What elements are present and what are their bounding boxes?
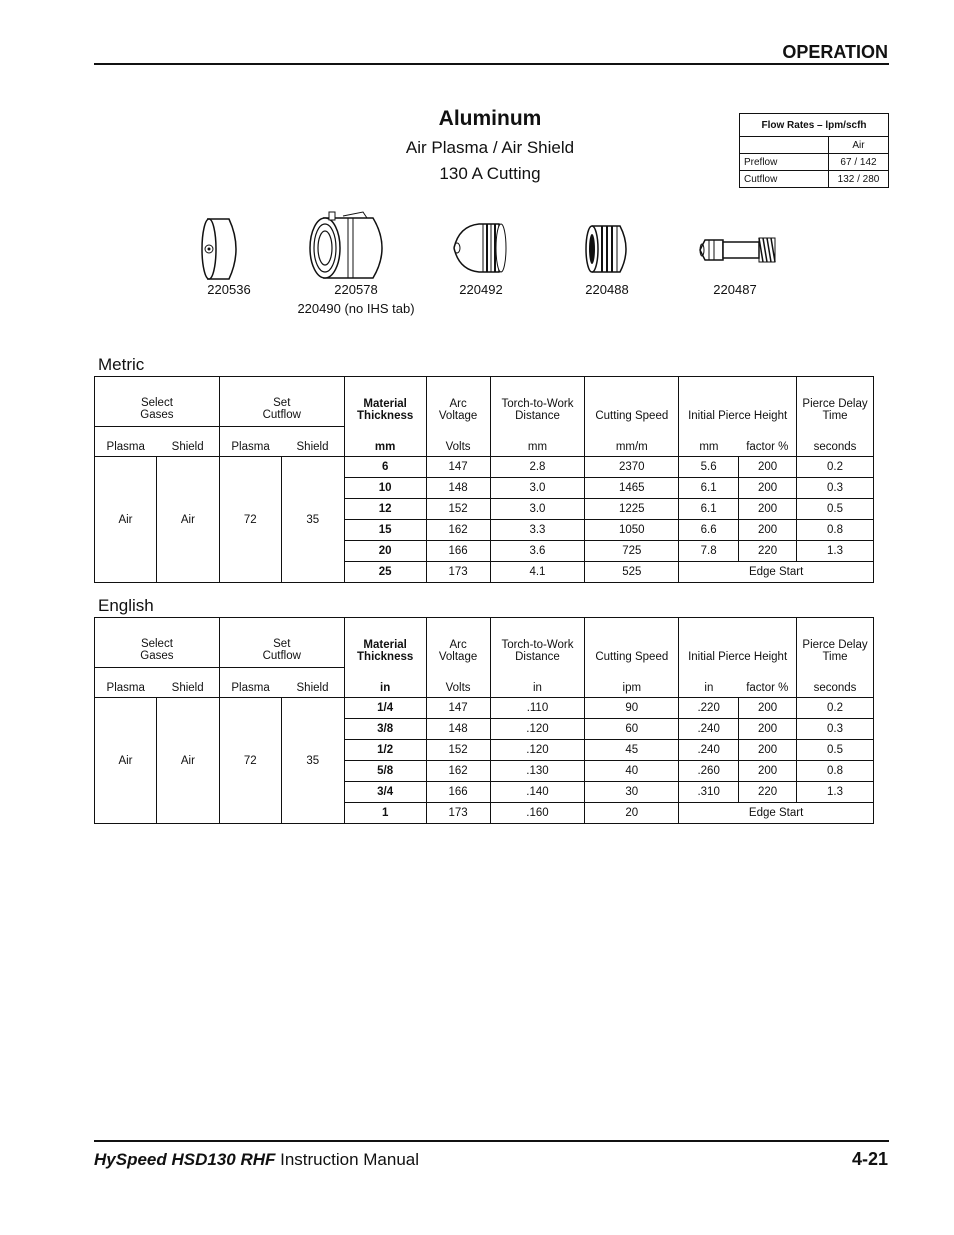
speed-unit: ipm: [585, 668, 679, 698]
part-number: 220487: [713, 282, 757, 297]
cutting-speed-header: Cutting Speed: [585, 377, 679, 427]
flow-col-air: Air: [829, 137, 889, 154]
cell-distance: 3.6: [490, 541, 585, 562]
shield-cap-image: [199, 214, 245, 284]
shield-subheader: Shield: [281, 668, 344, 698]
cell-thickness: 1: [344, 803, 426, 824]
set-cutflow-header: Set Cutflow: [219, 618, 344, 668]
set-cutflow-header: Set Cutflow: [219, 377, 344, 427]
part-number: 220488: [585, 282, 629, 297]
material-thickness-header: Material Thickness: [344, 377, 426, 427]
arc-voltage-header: Arc Voltage: [426, 377, 490, 427]
cell-delay: 0.8: [797, 761, 874, 782]
cell-thickness: 10: [344, 478, 426, 499]
footer-brand: HySpeed HSD130 RHF: [94, 1150, 276, 1169]
torch-to-work-header: Torch-to-Work Distance: [490, 377, 585, 427]
cell-speed: 2370: [585, 457, 679, 478]
cell-factor: 200: [739, 698, 797, 719]
distance-unit: in: [490, 668, 585, 698]
shield-subheader: Shield: [156, 427, 219, 457]
pierce-delay-header: Pierce Delay Time: [797, 618, 874, 668]
material-thickness-header: Material Thickness: [344, 618, 426, 668]
material-title: Aluminum: [438, 107, 542, 130]
flow-row-value: 67 / 142: [829, 154, 889, 171]
metric-label: Metric: [98, 355, 145, 374]
cell-speed: 30: [585, 782, 679, 803]
cell-voltage: 152: [426, 740, 490, 761]
footer-rule: [94, 1140, 889, 1142]
cell-factor: 200: [739, 761, 797, 782]
cell-delay: 0.5: [797, 499, 874, 520]
cell-factor: 200: [739, 499, 797, 520]
cell-voltage: 166: [426, 541, 490, 562]
part-note: 220490 (no IHS tab): [297, 301, 415, 316]
cell-factor: 200: [739, 478, 797, 499]
cell-pierce-height: .240: [679, 719, 739, 740]
nozzle-image: [449, 218, 509, 278]
footer-manual-title: [94, 1150, 419, 1170]
flow-rates-title: Flow Rates – lpm/scfh: [740, 114, 889, 137]
cell-delay: 1.3: [797, 782, 874, 803]
part-number: 220578: [334, 282, 378, 297]
cell-pierce-height: 6.1: [679, 478, 739, 499]
section-title: OPERATION: [782, 42, 888, 62]
cell-pierce-height: 6.1: [679, 499, 739, 520]
cell-speed: 725: [585, 541, 679, 562]
cell-delay: 0.5: [797, 740, 874, 761]
edge-start-cell: Edge Start: [679, 562, 874, 583]
english-label: English: [98, 596, 154, 615]
gas-shield: Air: [156, 698, 219, 824]
cell-pierce-height: .310: [679, 782, 739, 803]
cell-thickness: 15: [344, 520, 426, 541]
edge-start-cell: Edge Start: [679, 803, 874, 824]
cell-thickness: 3/8: [344, 719, 426, 740]
cell-speed: 1050: [585, 520, 679, 541]
header-rule: [94, 63, 889, 65]
retaining-cap-image: [303, 210, 393, 282]
cell-distance: .140: [490, 782, 585, 803]
cell-pierce-height: .220: [679, 698, 739, 719]
gas-shield: Air: [156, 457, 219, 583]
cell-thickness: 6: [344, 457, 426, 478]
cell-distance: .120: [490, 719, 585, 740]
cutflow-plasma: 72: [219, 698, 281, 824]
shield-subheader: Shield: [156, 668, 219, 698]
cell-distance: .130: [490, 761, 585, 782]
cell-pierce-height: 6.6: [679, 520, 739, 541]
shield-subheader: Shield: [281, 427, 344, 457]
flow-row-label: Cutflow: [740, 171, 829, 188]
volts-unit: Volts: [426, 427, 490, 457]
thickness-unit: in: [344, 668, 426, 698]
plasma-subheader: Plasma: [95, 668, 157, 698]
cell-thickness: 3/4: [344, 782, 426, 803]
volts-unit: Volts: [426, 668, 490, 698]
cell-voltage: 147: [426, 698, 490, 719]
cell-pierce-height: .240: [679, 740, 739, 761]
part-number: 220536: [207, 282, 251, 297]
cell-thickness: 25: [344, 562, 426, 583]
height-unit: mm: [679, 427, 739, 457]
plasma-subheader: Plasma: [219, 427, 281, 457]
cell-pierce-height: 7.8: [679, 541, 739, 562]
cell-speed: 45: [585, 740, 679, 761]
flow-row-value: 132 / 280: [829, 171, 889, 188]
cell-voltage: 166: [426, 782, 490, 803]
distance-unit: mm: [490, 427, 585, 457]
cell-pierce-height: 5.6: [679, 457, 739, 478]
cell-voltage: 173: [426, 562, 490, 583]
cell-distance: 2.8: [490, 457, 585, 478]
cell-thickness: 5/8: [344, 761, 426, 782]
cell-distance: 3.0: [490, 499, 585, 520]
cell-distance: .120: [490, 740, 585, 761]
cell-voltage: 148: [426, 719, 490, 740]
cell-factor: 220: [739, 541, 797, 562]
swirl-ring-image: [582, 222, 632, 276]
process-subtitle: Air Plasma / Air Shield: [405, 138, 575, 157]
cell-factor: 220: [739, 782, 797, 803]
select-gases-header: Select Gases: [95, 618, 220, 668]
flow-rates-table: [739, 113, 889, 188]
speed-unit: mm/m: [585, 427, 679, 457]
flow-row-label: Preflow: [740, 154, 829, 171]
cell-speed: 90: [585, 698, 679, 719]
cell-factor: 200: [739, 520, 797, 541]
cell-delay: 0.3: [797, 719, 874, 740]
consumable-parts: [0, 210, 954, 320]
cutflow-plasma: 72: [219, 457, 281, 583]
page-number: 4-21: [851, 1149, 888, 1169]
cell-speed: 1225: [585, 499, 679, 520]
footer-manual: Instruction Manual: [275, 1150, 420, 1169]
plasma-subheader: Plasma: [219, 668, 281, 698]
cutting-speed-header: Cutting Speed: [585, 618, 679, 668]
current-subtitle: 130 A Cutting: [439, 164, 541, 183]
seconds-unit: seconds: [797, 668, 874, 698]
cell-voltage: 162: [426, 520, 490, 541]
height-unit: in: [679, 668, 739, 698]
gas-plasma: Air: [95, 457, 157, 583]
cell-distance: 3.3: [490, 520, 585, 541]
cell-speed: 60: [585, 719, 679, 740]
factor-unit: factor %: [739, 427, 797, 457]
cell-voltage: 148: [426, 478, 490, 499]
metric-cut-chart: [94, 376, 874, 583]
cell-delay: 1.3: [797, 541, 874, 562]
gas-plasma: Air: [95, 698, 157, 824]
cell-pierce-height: .260: [679, 761, 739, 782]
cell-factor: 200: [739, 740, 797, 761]
cutflow-shield: 35: [281, 457, 344, 583]
initial-pierce-header: Initial Pierce Height: [679, 618, 797, 668]
thickness-unit: mm: [344, 427, 426, 457]
cell-delay: 0.2: [797, 457, 874, 478]
seconds-unit: seconds: [797, 427, 874, 457]
arc-voltage-header: Arc Voltage: [426, 618, 490, 668]
cell-distance: 4.1: [490, 562, 585, 583]
cell-thickness: 12: [344, 499, 426, 520]
cell-speed: 40: [585, 761, 679, 782]
initial-pierce-header: Initial Pierce Height: [679, 377, 797, 427]
pierce-delay-header: Pierce Delay Time: [797, 377, 874, 427]
electrode-image: [697, 232, 779, 268]
cell-voltage: 147: [426, 457, 490, 478]
cell-factor: 200: [739, 457, 797, 478]
cell-speed: 20: [585, 803, 679, 824]
torch-to-work-header: Torch-to-Work Distance: [490, 618, 585, 668]
cell-voltage: 152: [426, 499, 490, 520]
cell-distance: 3.0: [490, 478, 585, 499]
cell-voltage: 173: [426, 803, 490, 824]
cell-thickness: 1/4: [344, 698, 426, 719]
select-gases-header: Select Gases: [95, 377, 220, 427]
cell-delay: 0.3: [797, 478, 874, 499]
cell-distance: .160: [490, 803, 585, 824]
part-number: 220492: [459, 282, 503, 297]
cell-voltage: 162: [426, 761, 490, 782]
cell-factor: 200: [739, 719, 797, 740]
factor-unit: factor %: [739, 668, 797, 698]
cell-speed: 1465: [585, 478, 679, 499]
english-cut-chart: [94, 617, 874, 824]
plasma-subheader: Plasma: [95, 427, 157, 457]
cell-thickness: 1/2: [344, 740, 426, 761]
cutflow-shield: 35: [281, 698, 344, 824]
cell-delay: 0.2: [797, 698, 874, 719]
cell-thickness: 20: [344, 541, 426, 562]
cell-delay: 0.8: [797, 520, 874, 541]
cell-speed: 525: [585, 562, 679, 583]
cell-distance: .110: [490, 698, 585, 719]
